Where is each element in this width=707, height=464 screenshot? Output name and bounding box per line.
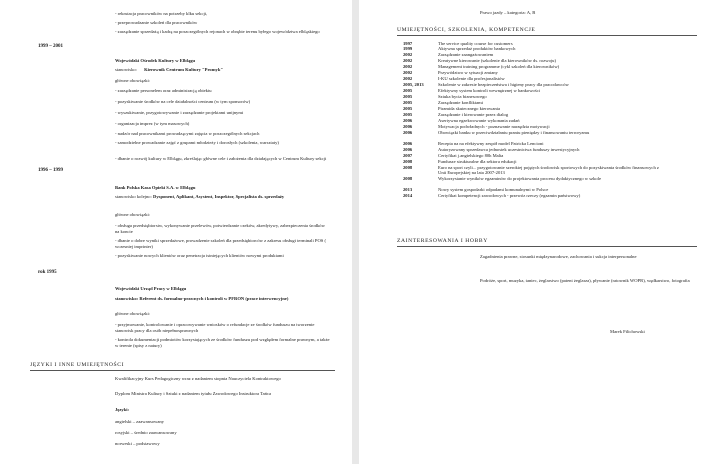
section-rule [397, 35, 697, 36]
skill-text: Zarządzanie i kierowanie przez dialog [438, 112, 509, 117]
skill-text: Sztuka bycia biznesowego [438, 94, 487, 99]
languages-label: Języki: [115, 407, 130, 412]
skill-year: 2005 [403, 100, 413, 105]
skill-year: 2014 [403, 193, 413, 198]
job-position: Dysponent, Aplikant, Asystent, Inspektor, Specjalista ds. sprzedaży [153, 194, 285, 199]
duty-item: - dbanie o dobre wyniki sprzedażowe, prowadzenie szkoleń dla przedsiębiorców z zakresu obsługi terminali POS ( wczesniej imprinter) [115, 238, 326, 249]
duty-item: - nadzór nad pracownikami prowadzącymi zajęcia w poszczególnych sekcjach [115, 131, 260, 136]
duty-item: - zarządzanie personelem oraz administracją obiektu [115, 88, 212, 93]
qualification-item: Kwalifikacyjny Kurs Pedagogiczny wraz z nadaniem stopnia Nauczyciela Kontraktowego [115, 376, 281, 381]
skill-year: 2006 [403, 141, 413, 146]
hobby-item: Zagadnienia prawne, stosunki międzynarodowe, zachowania i sukcja interpersonalne [480, 254, 637, 259]
language-item: angielski – zaawansowany [115, 419, 164, 424]
duties-label: główne obowiązki: [115, 212, 151, 217]
signature: Marek Filichowski [610, 329, 645, 334]
skill-text: Motywacja podwładnych - poznawanie narzędzia motywacji [438, 124, 550, 129]
skill-year: 2002 [403, 70, 413, 75]
cv-page-left [0, 0, 352, 464]
skill-text: Nowy system gospodarki odpadami komunalnymi w Polsce [438, 187, 549, 192]
skill-year: 2002 [403, 76, 413, 81]
job-position-label: stanowisko: [115, 296, 139, 301]
skill-year: 2013 [403, 187, 413, 192]
skill-year: 2002 [403, 58, 413, 63]
skill-year: 2005 [403, 106, 413, 111]
job-company: Wojewódzki Ośrodek Kultury w Elblągu [115, 58, 196, 63]
job-position: Referent ds. formalno-prawnych i kontroli w PFRON (prace interwencyjne) [139, 296, 289, 301]
skill-text: Zarządzanie konfliktami [438, 100, 484, 105]
duty-item: - kontrola dokumentacji podmiotów korzystających ze środków funduszu pod względem formalne prawnym, a także w terenie (spisy z natury) [115, 337, 330, 348]
hobby-item: Podróże, sport, muzyka, taniec, żeglarstwo (patent żeglarza), pływanie (ratownik WOPR), wędkarstwo, fotografia [480, 278, 690, 283]
duty-item: - obsługa przedsiębiorstw, wykonywanie przelewów, potwierdzanie czeków, akredytywy, zabezpieczenia środków na koncie [115, 223, 325, 234]
skill-text: Efektywny system kontroli wewnętrznej w bankowości [438, 88, 540, 93]
section-rule [397, 246, 697, 247]
skill-year: 2008 [403, 159, 413, 164]
skill-year: 2006 [403, 118, 413, 123]
top-item: - przeprowadzanie szkoleń dla pracowników [115, 20, 198, 25]
skill-text: Certyfikat kompetencji zawodowych - przewóz rzeczy (egzamin państwowy) [438, 193, 581, 198]
duty-item: - pozyskiwanie środków na cele działalności centrum (w tym sponsorów) [115, 99, 251, 104]
top-item: - rekrutacja pracowników na potrzeby klku sekcji, [115, 11, 208, 16]
skill-year: 2002 [403, 64, 413, 69]
duty-item: - wyszukiwanie, przygotowywanie i zarządzanie projektami unijnymi [115, 110, 244, 115]
qualification-item: Dyplom Ministra Kultury i Sztuki z nadaniem tytułu Zawodowego Instruktora Tańca [115, 391, 272, 396]
duties-label: główne obowiązki: [115, 78, 151, 83]
skill-text: I-KU szkolenie dla profesjonalistów [438, 76, 505, 81]
job-position-label: stanowisko: [115, 67, 137, 72]
skill-year: 2008 [403, 176, 413, 181]
skill-text: Management training programme (cykl szkoleń dla kierowników) [438, 64, 560, 69]
job-position: Kierownik Centrum Kultury "Promyk" [144, 67, 223, 72]
skill-year: 2007 [403, 153, 413, 158]
skill-year: 2006 [403, 147, 413, 152]
duties-label: główne obowiązki: [115, 311, 151, 316]
job-company: Bank Polska Kasa Opieki S.A. w Elblągu [115, 185, 196, 190]
skill-text: Certyfikat j.angielskiego 80h Malta [438, 153, 504, 158]
skill-text: Recepta na na efektywny zespół model Patricka Lencioni [438, 141, 544, 146]
section-title: ZAINTERESOWANIA I HOBBY [397, 238, 488, 244]
duty-item: - dbanie o rozwój kultury w Elblągu, zkreślając główne cele i założenia dla działających w Centrum Kultury sekcji [115, 156, 327, 161]
section-rule [30, 370, 335, 371]
language-item: norweski – podstawowy [115, 441, 160, 446]
skill-text: Wykorzystanie wyników egzaminów do projektowania procesu dydaktycznego w szkole [438, 176, 602, 181]
skill-text: Szkolenie w zakresie bezpieczeństwa i higieny pracy dla pracodawców [438, 82, 569, 87]
duty-item: - pozyskiwanie nowych klientów oraz penetracja istniejących klientów nowymi produktami [115, 253, 284, 258]
skill-text: Kreatywne kierowanie (szkolenie dla kierowników ds. rozwoju) [438, 58, 556, 63]
skill-year: 2005 [403, 112, 413, 117]
skill-text: Asertywna egzekwowanie wykonania zadań [438, 118, 520, 123]
skill-text: The service quality course for customers [438, 41, 513, 46]
section-title: UMIEJĘTNOŚCI, SZKOLENIA, KOMPETENCJE [397, 27, 536, 33]
duty-item: - samodzielne prowadzanie zajęć z grupami młodzieży i dorosłych (szkolenia, warsztaty) [115, 140, 279, 145]
driving-license: Prawo jazdy – kategoria: A, B [480, 10, 536, 15]
skill-year: 2008 [403, 165, 413, 170]
job-position-row [115, 296, 330, 302]
job-years: 1999 – 2001 [38, 44, 63, 49]
job-years: rok 1995 [38, 270, 57, 275]
job-position-label: stanowisko kolejno: [115, 194, 152, 199]
skill-year: 2002 [403, 52, 413, 57]
skill-year: 2005, 2013 [403, 82, 424, 87]
skills-list [399, 41, 699, 231]
job-company: Wojewódzki Urząd Pracy w Elblągu [115, 286, 187, 291]
skill-text: Euro na sport czyli... przygotowanie szerokiej pojętych środowisk sportowych do pozyskiwania środków finansowych z Unii Europejskiej na lata 2007-2013 [438, 165, 659, 175]
skill-year: 1999 [403, 46, 413, 51]
skill-text: Zarządzanie zaangażowaniem [438, 52, 494, 57]
skill-text: Przywództwo w sytuacji zmiany [438, 70, 498, 75]
job-years: 1996 – 1999 [38, 168, 63, 173]
skill-text: Aktywna sprzedaż produktów bankowych [438, 46, 516, 51]
skill-year: 1997 [403, 41, 413, 46]
skill-text: Fundusze strukturalne dla sektora edukacji [438, 159, 517, 164]
skill-text: Obowiązki banku w przeciwdziałaniu praniu pieniędzy i finansowaniu terroryzmu [438, 130, 590, 135]
skill-year: 2005 [403, 94, 413, 99]
top-item: - zarządzanie sprzedażą i kadrą na poszczególnych rejonach w obrębie terenu byłego województwa elbląskiego [115, 29, 320, 34]
skill-year: 2006 [403, 130, 413, 135]
skill-year: 2005 [403, 88, 413, 93]
skill-year: 2006 [403, 124, 413, 129]
skill-text: Autoryzowany sprzedawca jednostek uczestnictwa funduszy inwestycyjnych [438, 147, 580, 152]
skill-text: Piramida skutecznego kierowania [438, 106, 500, 111]
section-title: JĘZYKI I INNE UMIEJĘTNOŚCI [30, 362, 125, 368]
job-position-row [115, 67, 223, 73]
duty-item: - przyjmowanie, kontrolowanie i opracowywanie wniosków o refundacje ze środków funduszu na tworzenie stanowisk pracy dla osób niepełnosprawnych [115, 322, 315, 333]
cv-page-right [359, 0, 707, 464]
job-position-row [115, 194, 330, 200]
duty-item: - organizacja imprez (w tym masowych) [115, 121, 190, 126]
language-item: rosyjski – średnio zaawansowany [115, 430, 177, 435]
